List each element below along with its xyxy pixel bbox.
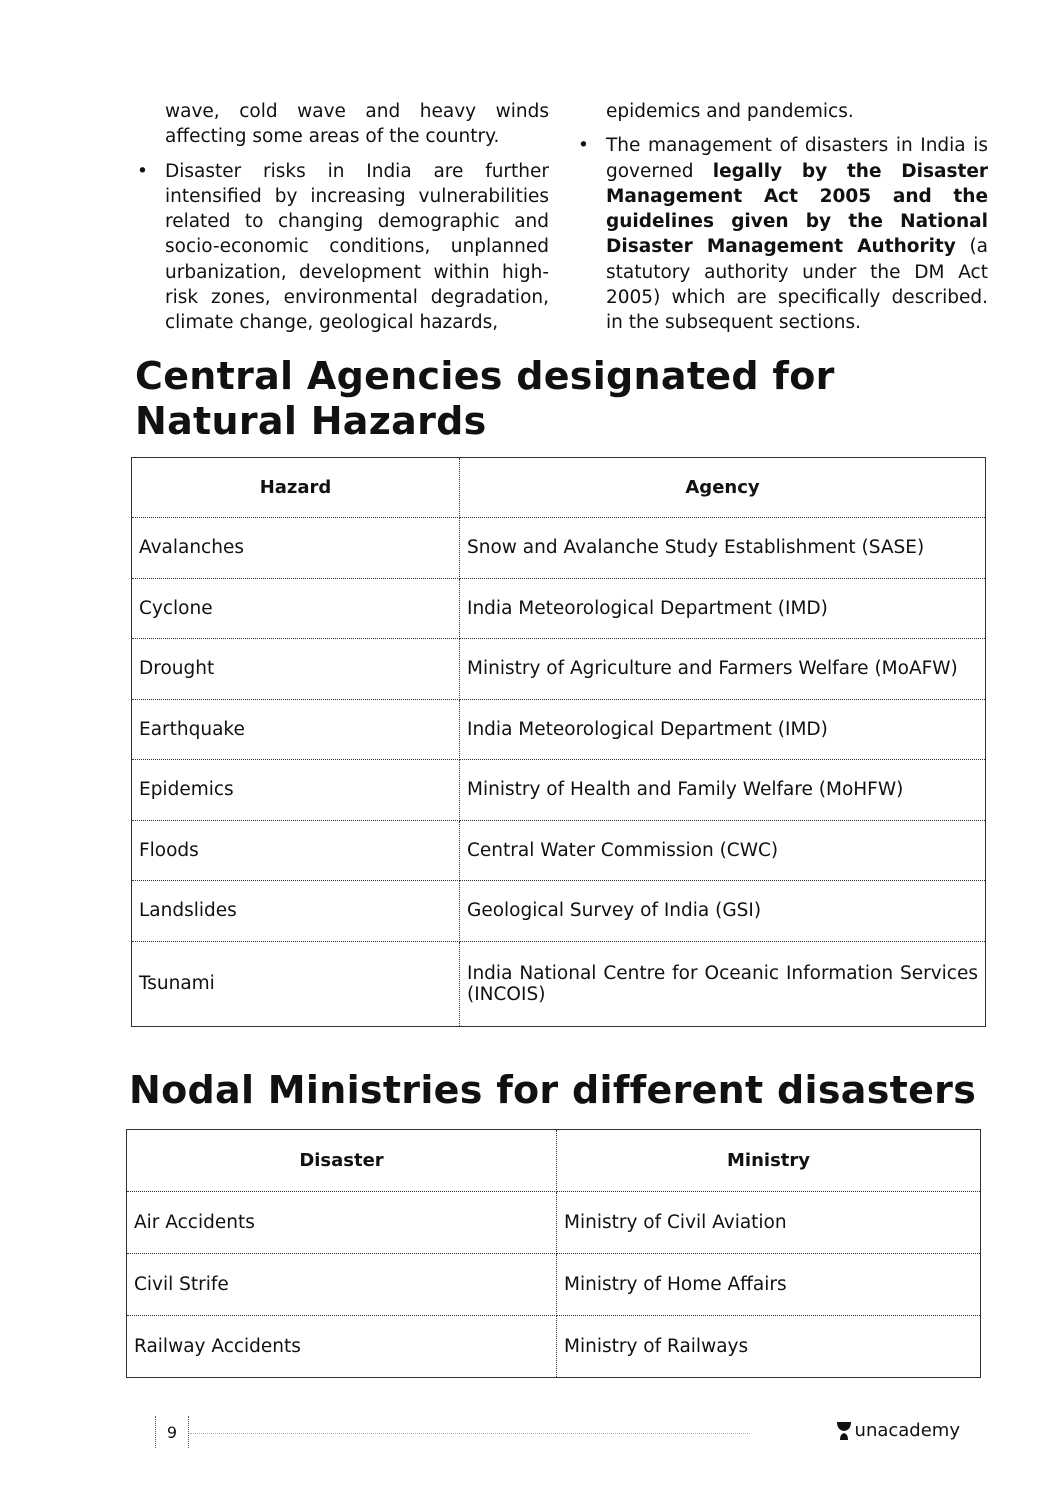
section-title-central-agencies: Central Agencies designated for Natural Hazards [135,354,835,443]
bullet-icon: • [137,160,148,182]
paragraph-continuation: wave, cold wave and heavy winds affecting some areas of the country. [165,101,549,148]
column-header-hazard: Hazard [132,458,460,518]
bullet-text-pre: The management of disasters in India is governed [606,135,988,182]
ministry-cell: Ministry of Civil Aviation [557,1192,981,1254]
table-row [127,1192,981,1254]
table-header-row [132,458,986,518]
bullet-item [578,133,989,335]
table-row [127,1316,981,1378]
table-row [132,881,986,942]
page-number: 9 [155,1416,189,1448]
agency-cell: Central Water Commission (CWC) [460,820,986,881]
ministry-cell: Ministry of Railways [557,1316,981,1378]
bullet-text-post: (a statutory authority under the DM Act 2005) which are specifically described. in the subsequent sections. [606,236,988,334]
bullet-item [137,159,549,336]
disaster-cell: Civil Strife [127,1254,557,1316]
brand [836,1420,960,1441]
agency-cell: Geological Survey of India (GSI) [460,881,986,942]
table-row [132,820,986,881]
left-text-column [137,99,549,336]
agency-cell: India Meteorological Department (IMD) [460,578,986,639]
hazard-cell: Earthquake [132,699,460,760]
agency-cell: Ministry of Agriculture and Farmers Welfare (MoAFW) [460,639,986,700]
page-footer [130,1416,960,1450]
brand-name: unacademy [854,1420,960,1441]
disaster-cell: Railway Accidents [127,1316,557,1378]
table-row [132,639,986,700]
agency-cell: Ministry of Health and Family Welfare (MoHFW) [460,760,986,821]
hazard-cell: Tsunami [132,941,460,1026]
agency-cell: India National Centre for Oceanic Information Services (INCOIS) [460,941,986,1026]
bullet-text-bold: legally by the Disaster Management Act 2005 and the guidelines given by the National Disaster Management Authority [606,160,989,258]
hazard-cell: Avalanches [132,518,460,579]
footer-divider [190,1433,750,1434]
column-header-ministry: Ministry [557,1130,981,1192]
table-row [132,941,986,1026]
column-header-disaster: Disaster [127,1130,557,1192]
column-header-agency: Agency [460,458,986,518]
bullet-text: Disaster risks in India are further intensified by increasing vulnerabilities related to changing demographic and socio-economic conditions, unplanned urbanization, development within high-risk zones, environmental degradation, climate change, geological hazards, [165,160,549,334]
bullet-icon: • [578,135,589,157]
section-title-nodal-ministries: Nodal Ministries for different disasters [129,1068,977,1112]
table-header-row [127,1130,981,1192]
unacademy-logo-icon [836,1421,852,1441]
table-row [132,699,986,760]
hazard-cell: Landslides [132,881,460,942]
table-row [132,578,986,639]
paragraph-continuation: epidemics and pandemics. [606,101,854,122]
nodal-ministries-table [126,1129,981,1378]
central-agencies-table [131,457,986,1027]
hazard-cell: Floods [132,820,460,881]
table-row [127,1254,981,1316]
ministry-cell: Ministry of Home Affairs [557,1254,981,1316]
hazard-cell: Cyclone [132,578,460,639]
agency-cell: India Meteorological Department (IMD) [460,699,986,760]
table-row [132,760,986,821]
disaster-cell: Air Accidents [127,1192,557,1254]
hazard-cell: Drought [132,639,460,700]
table-row [132,518,986,579]
hazard-cell: Epidemics [132,760,460,821]
right-text-column [578,99,989,336]
agency-cell: Snow and Avalanche Study Establishment (SASE) [460,518,986,579]
